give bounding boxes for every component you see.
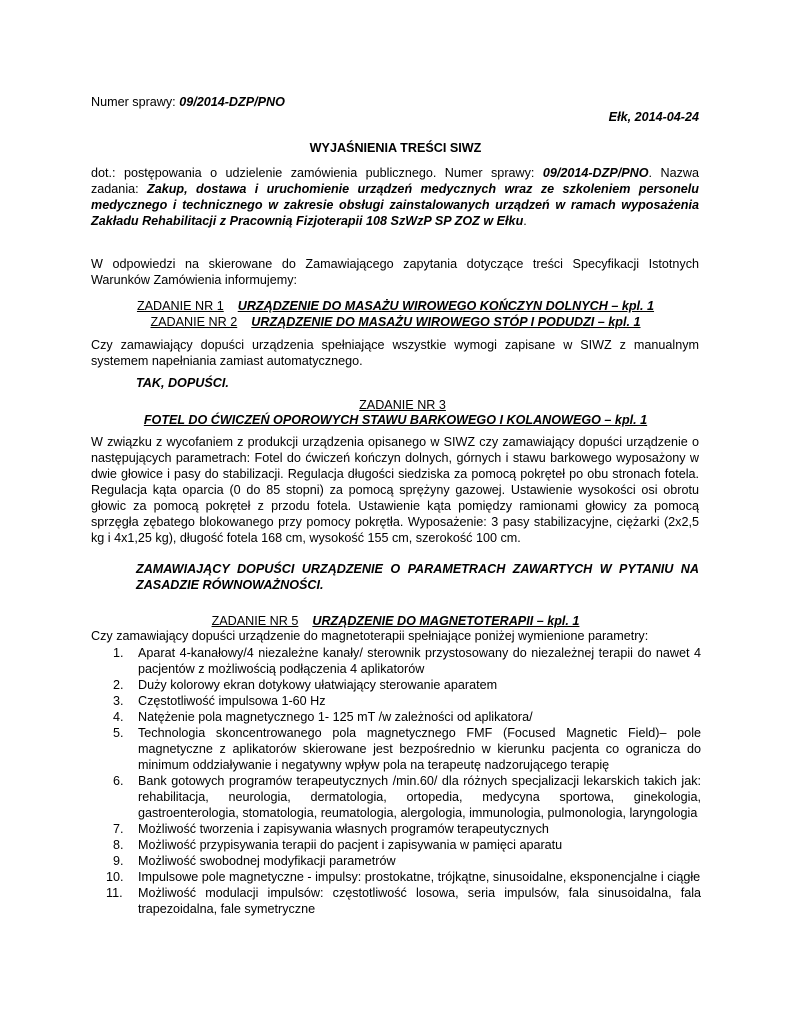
task3-name: FOTEL DO ĆWICZEŃ OPOROWYCH STAWU BARKOWEGO I KOLANOWEGO – kpl. 1 [143, 413, 648, 427]
task2-heading [0, 314, 791, 330]
list-item-text: Natężenie pola magnetycznego 1- 125 mT /w zależności od aplikatora/ [138, 710, 533, 724]
list-item-number: 4. [113, 710, 124, 724]
question-tasks-1-2: Czy zamawiający dopuści urządzenia spełniające wszystkie wymogi zapisane w SIWZ z manualnym systemem napełniania zamiast automatycznego. [91, 338, 699, 368]
task2-name: URZĄDZENIE DO MASAŻU WIROWEGO STÓP I PODUDZI – kpl. 1 [251, 315, 641, 329]
list-item [91, 821, 701, 837]
list-item-text: Możliwość swobodnej modyfikacji parametrów [138, 854, 396, 868]
list-item-text: Możliwość przypisywania terapii do pacjent i zapisywania w pamięci aparatu [138, 838, 563, 852]
list-item-text: Bank gotowych programów terapeutycznych /min.60/ dla różnych specjalizacji lekarskich takich jak: rehabilitacja, neurologia, dermatologia, ortopedia, medycyna sportowa, ginekologia, gastroenterologia, stomatologia, reumatologia, alergologia, immunologia, pulmonologia, laryngologia [138, 774, 701, 820]
list-item-number: 11. [106, 886, 123, 900]
task2-label: ZADANIE NR 2 [150, 315, 238, 329]
list-item-text: Duży kolorowy ekran dotykowy ułatwiający sterowanie aparatem [138, 678, 498, 692]
subject-case-number: 09/2014-DZP/PNO [542, 166, 649, 180]
list-item [91, 645, 701, 677]
subject-mid: . Nazwa zadania: [91, 166, 699, 196]
list-item-number: 10. [106, 870, 124, 884]
list-item-text: Częstotliwość impulsowa 1-60 Hz [138, 694, 326, 708]
list-item-number: 1. [113, 646, 124, 660]
subject-paragraph [91, 165, 699, 229]
list-item-text: Impulsowe pole magnetyczne - impulsy: prostokatne, trójkątne, sinusoidalne, eksponencjalne i ciągłe [138, 870, 701, 884]
case-number-label: Numer sprawy: [91, 95, 176, 109]
list-item-text: Aparat 4-kanałowy/4 niezależne kanały/ sterownik przystosowany do niezależnej terapii do nawet 4 pacjentów z możliwością podłączenia 4 aplikatorów [138, 646, 701, 676]
list-item [91, 677, 701, 693]
answer-task-3: ZAMAWIAJĄCY DOPUŚCI URZĄDZENIE O PARAMETRACH ZAWARTYCH W PYTANIU NA ZASADZIE RÓWNOWAŻNOŚCI. [136, 562, 699, 592]
task5-label: ZADANIE NR 5 [211, 614, 299, 628]
list-item-number: 9. [113, 854, 124, 868]
question-task-5: Czy zamawiający dopuści urządzenie do magnetoterapii spełniające poniżej wymienione parametry: [91, 629, 649, 643]
list-item-text: Możliwość modulacji impulsów: częstotliwość losowa, seria impulsów, fala sinusoidalna, fala trapezoidalna, fale symetryczne [138, 886, 701, 916]
question-task-3: W związku z wycofaniem z produkcji urządzenia opisanego w SIWZ czy zamawiający dopuści urządzenie o następujących parametrach: Fotel do ćwiczeń kończyn dolnych, górnych i stawu barkowego wyposażony w dwie głowice i pasy do stabilizacji. Regulacja długości siedziska za pomocą pokręteł po obu stronach fotela. Regulacja kąta oparcia (0 do 85 stopni) za pomocą sprężyny gazowej. Ustawienie wysokości osi obrotu głowic za pomocą pokręteł z przodu fotela. Ustawienie kąta pomiędzy ramionami głowicy za pomocą sprzęgła zębatego blokowanego przy pomocy pokrętła. Wyposażenie: 3 pasy stabilizacyjne, ciężarki (2x2,5 kg i 4x1,25 kg), długość fotela 168 cm, wysokość 155 cm, szerokość 100 cm. [91, 435, 699, 545]
task1-label: ZADANIE NR 1 [136, 299, 224, 313]
list-item-number: 2. [113, 678, 124, 692]
case-number-line [91, 94, 285, 110]
task3-label: ZADANIE NR 3 [359, 398, 446, 412]
intro-paragraph: W odpowiedzi na skierowane do Zamawiającego zapytania dotyczące treści Specyfikacji Istotnych Warunków Zamówienia informujemy: [91, 257, 699, 287]
list-item [91, 709, 701, 725]
task1-name: URZĄDZENIE DO MASAŻU WIROWEGO KOŃCZYN DOLNYCH – kpl. 1 [237, 299, 655, 313]
list-item-number: 6. [113, 774, 124, 788]
list-item [91, 885, 701, 917]
list-item-text: Technologia skoncentrowanego pola magnetycznego FMF (Focused Magnetic Field)– pole magnetyczne z aplikatorów skierowane jest bezpośrednio w kierunku pacjenta co ogranicza do minimum oddziaływanie i negatywny wpływ pola na terapeutę nadzorującego terapię [138, 726, 701, 772]
list-item [91, 773, 701, 821]
task5-name: URZĄDZENIE DO MAGNETOTERAPII – kpl. 1 [312, 614, 580, 628]
list-item [91, 869, 701, 885]
task1-heading [0, 298, 791, 314]
list-item [91, 837, 701, 853]
place-date: Ełk, 2014-04-24 [608, 110, 699, 124]
list-item-number: 3. [113, 694, 124, 708]
subject-prefix: dot.: postępowania o udzielenie zamówienia publicznego. Numer sprawy: [91, 166, 543, 180]
task5-heading [0, 613, 791, 629]
subject-name: Zakup, dostawa i uruchomienie urządzeń medycznych wraz ze szkoleniem personelu medycznego i technicznego w zakresie obsługi zainstalowanych urządzeń w ramach wyposażenia Zakładu Rehabilitacji z Pracownią Fizjoterapii 108 SzWzP SP ZOZ w Ełku [91, 182, 699, 228]
parameter-list [91, 645, 701, 917]
list-item [91, 725, 701, 773]
list-item-text: Możliwość tworzenia i zapisywania własnych programów terapeutycznych [138, 822, 549, 836]
list-item [91, 853, 701, 869]
document-title: WYJAŚNIENIA TREŚCI SIWZ [309, 141, 482, 155]
list-item [91, 693, 701, 709]
answer-tasks-1-2: TAK, DOPUŚCI. [136, 376, 229, 390]
case-number-value: 09/2014-DZP/PNO [179, 95, 285, 109]
list-item-number: 7. [113, 822, 124, 836]
list-item-number: 8. [113, 838, 124, 852]
subject-suffix: . [523, 214, 527, 228]
list-item-number: 5. [113, 726, 124, 740]
